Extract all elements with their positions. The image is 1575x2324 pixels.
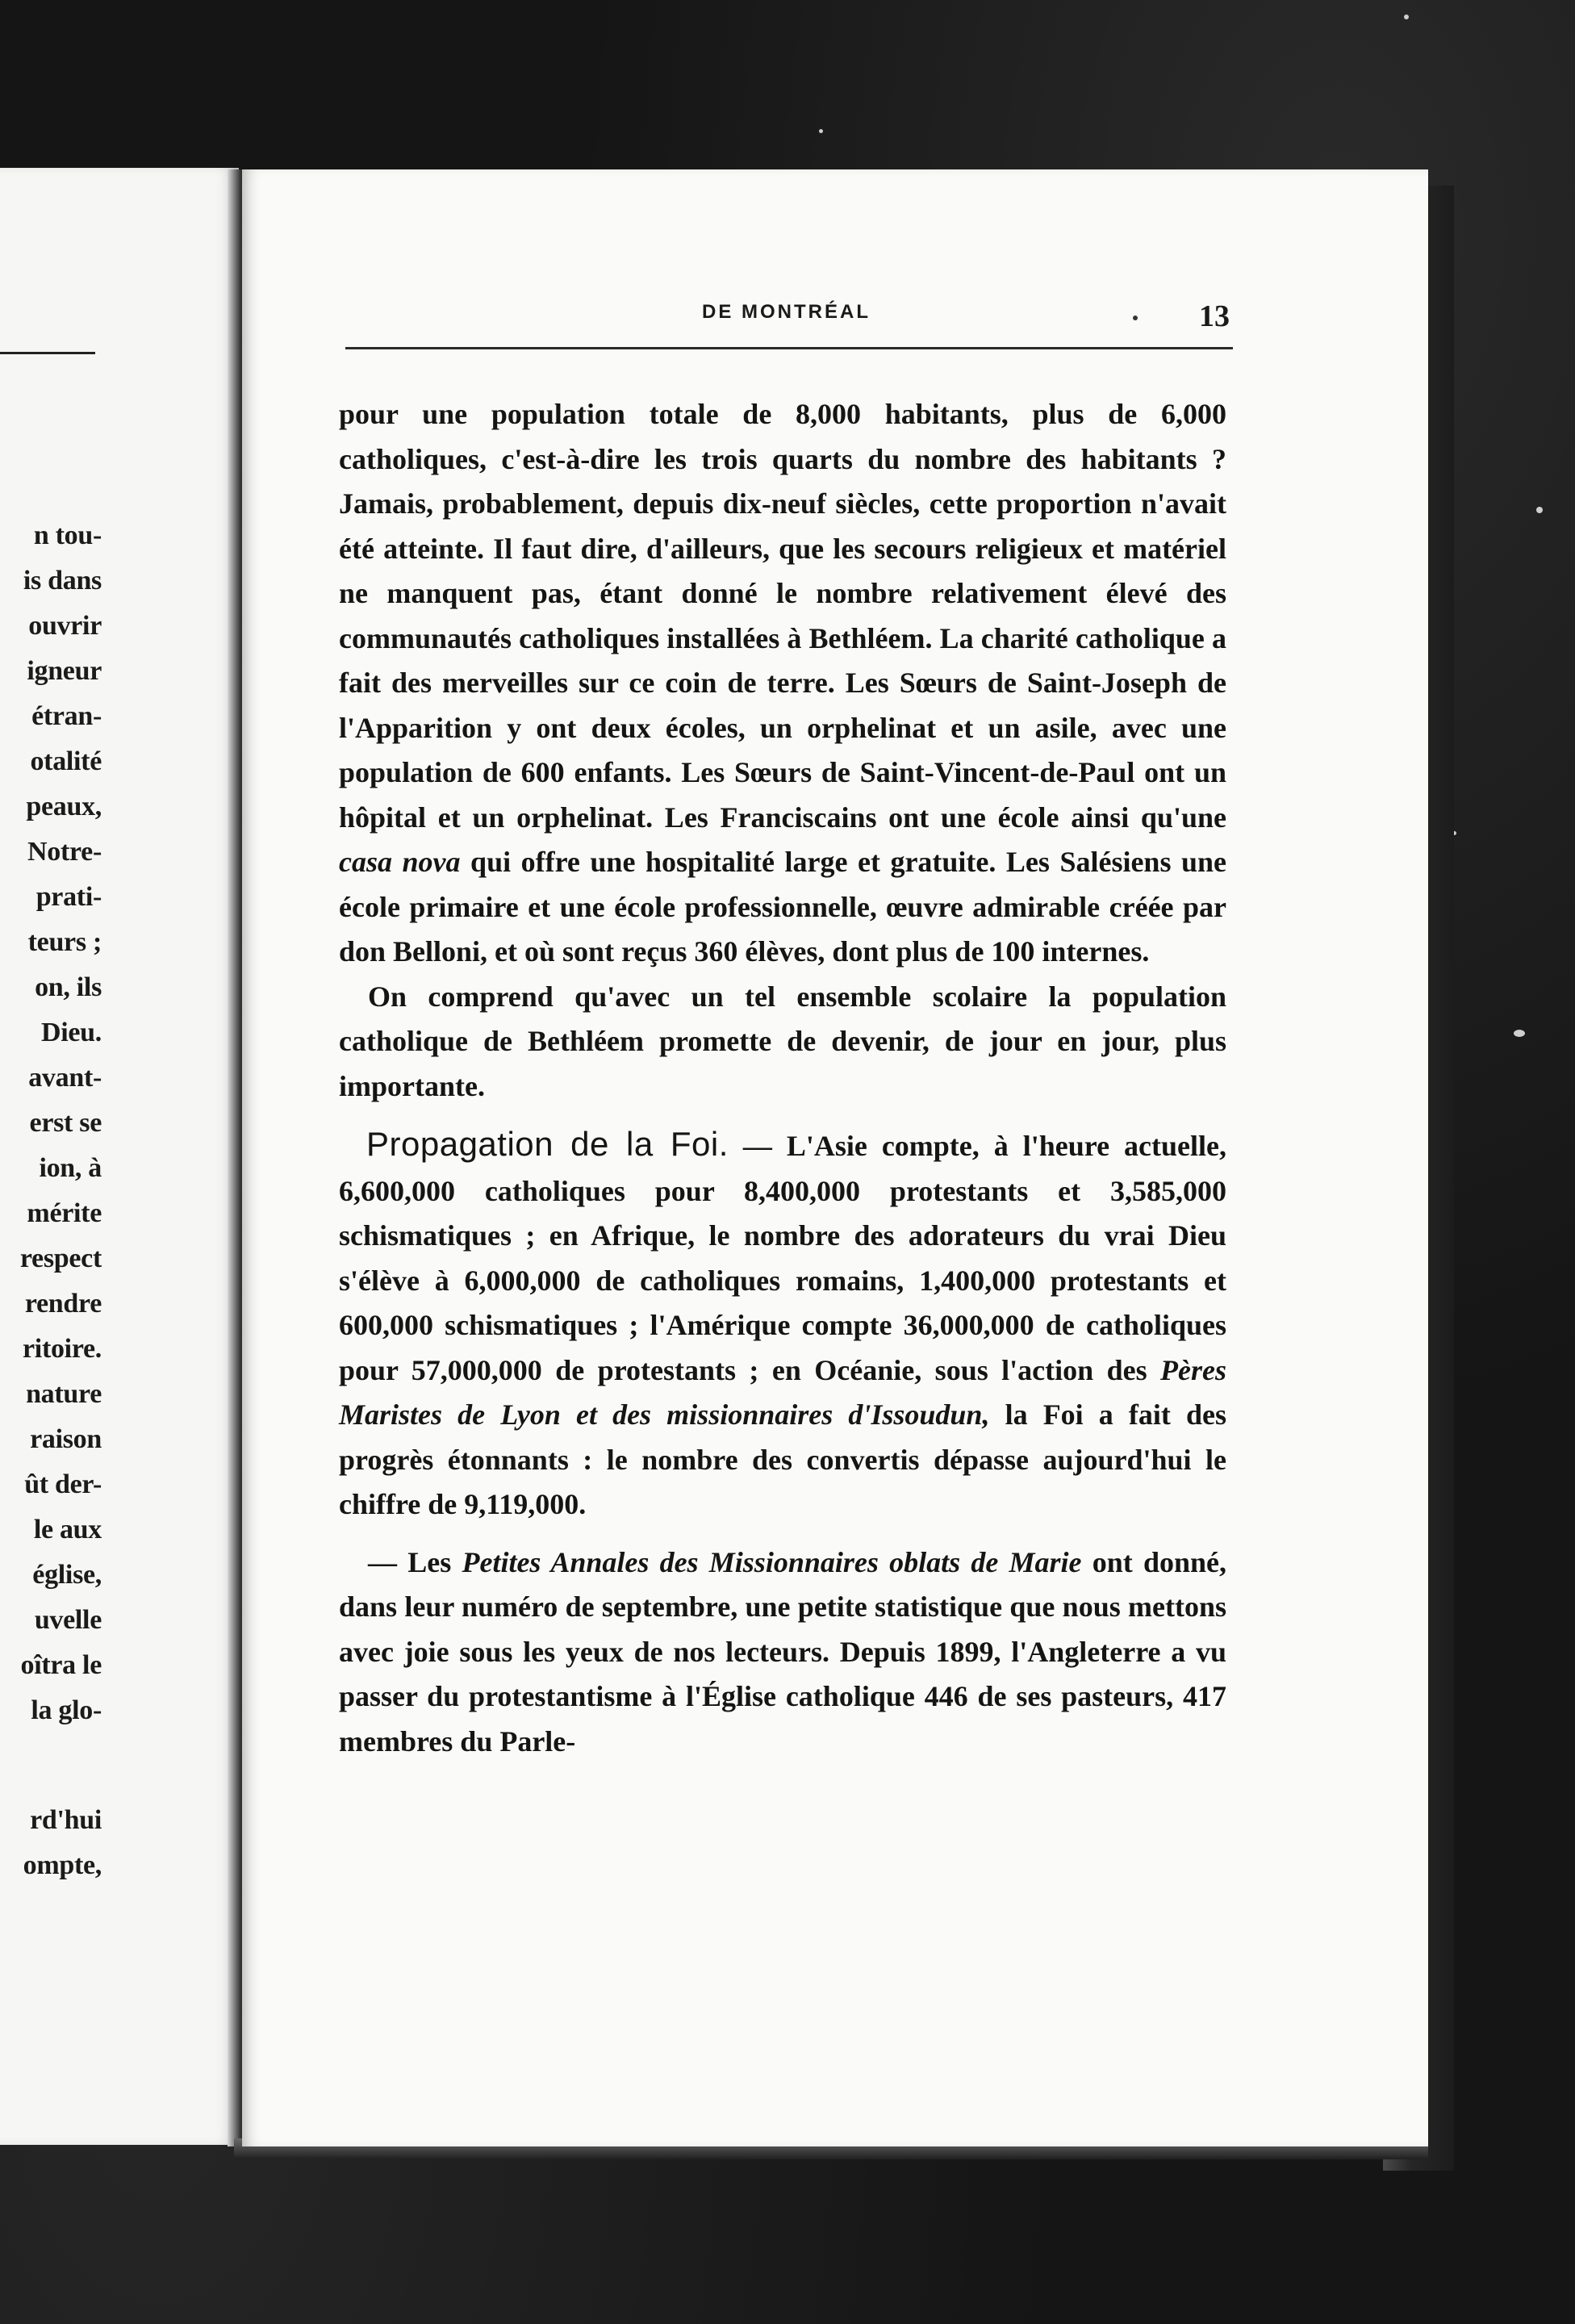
paragraph-text: pour une population totale de 8,000 habitants, plus de 6,000 catholiques, c'est-à-dire les trois quarts du nombre des habitants ? Jamais, probablement, depuis dix-neuf siècles, cette proportion n'avait été atteinte. Il faut dire, d'ailleurs, que les secours religieux et matériel ne manquent pas, étant donné le nombre relativement élevé des communautés catholiques installées à Bethléem. La charité catholique a fait des merveilles sur ce coin de terre. Les Sœurs de Saint-Joseph de l'Apparition y ont deux écoles, un orphelinat et un asile, avec une population de 600 enfants. Les Sœurs de Saint-Vincent-de-Paul ont un hôpital et un orphelinat. Les Franciscains ont une école ainsi qu'une (339, 398, 1226, 834)
text-line: mérite (27, 1198, 102, 1228)
paragraph-annales (339, 1540, 1226, 1765)
text-line: nature (26, 1379, 102, 1409)
paragraph-text: — Les (368, 1545, 452, 1578)
left-page-header-rule (0, 352, 95, 354)
text-line: peaux, (26, 792, 102, 821)
text-line: raison (30, 1424, 102, 1454)
dust-speck (1536, 507, 1543, 513)
italic-term: Petites Annales des Missionnaires oblats de Marie (462, 1545, 1082, 1578)
page-body (339, 392, 1226, 1764)
text-line: n tou- (33, 520, 102, 550)
paragraph-bethleem (339, 392, 1226, 975)
left-page-text (0, 513, 102, 1888)
text-line: teurs ; (27, 927, 102, 957)
text-line: la glo- (31, 1695, 102, 1725)
text-line: ompte, (23, 1850, 102, 1880)
page-number: 13 (1199, 299, 1230, 333)
text-line: prati- (36, 882, 102, 912)
running-head: DE MONTRÉAL (702, 301, 871, 323)
text-line: rd'hui (30, 1805, 102, 1835)
text-line: igneur (27, 656, 102, 686)
text-line: église, (32, 1560, 102, 1590)
paragraph-conclusion: On comprend qu'avec un tel ensemble scolaire la population catholique de Bethléem promette de devenir, de jour en jour, plus importante. (339, 980, 1226, 1102)
text-line: is dans (23, 566, 102, 596)
text-line: étran- (31, 701, 102, 731)
text-line: oîtra le (20, 1650, 102, 1680)
text-line: ût der- (24, 1469, 102, 1499)
text-line: rendre (24, 1289, 102, 1319)
text-line: avant- (28, 1063, 102, 1093)
paragraph-propagation (339, 1122, 1226, 1528)
text-line: uvelle (34, 1605, 102, 1635)
dust-speck (1404, 15, 1409, 19)
text-line: ion, à (39, 1153, 102, 1183)
text-line: ritoire. (23, 1334, 102, 1364)
text-line: respect (19, 1244, 102, 1273)
header-dot (1133, 316, 1138, 320)
text-line: erst se (29, 1108, 102, 1138)
text-line: otalité (30, 746, 102, 776)
text-line: Dieu. (40, 1018, 102, 1047)
paragraph-text: qui offre une hospitalité large et gratuite. Les Salésiens une école primaire et une école professionnelle, œuvre admirable créée par don Belloni, et où sont reçus 360 élèves, dont plus de 100 internes. (339, 846, 1227, 968)
paragraph-text: la Foi a fait des progrès étonnants : le nombre des convertis dépasse aujourd'hui le chiffre de 9,119,000. (339, 1398, 1227, 1520)
dust-speck (819, 129, 823, 133)
text-line: le aux (33, 1515, 102, 1544)
text-line: Notre- (27, 837, 102, 867)
dust-speck (1514, 1030, 1525, 1037)
text-line: ouvrir (28, 611, 102, 641)
italic-term: casa nova (339, 846, 461, 878)
section-title: Propagation de la Foi. (366, 1125, 729, 1163)
header-rule (345, 347, 1233, 349)
italic-term: Pères Maristes de Lyon et des missionnaires d'Issoudun, (339, 1353, 1227, 1431)
text-line: on, ils (35, 972, 102, 1002)
paragraph-text: ont donné, dans leur numéro de septembre, une petite statistique que nous mettons avec joie sous les yeux de nos lecteurs. Depuis 1899, l'Angleterre a vu passer du protestantisme à l'Église catholique 446 de ses pasteurs, 417 membres du Parle- (339, 1545, 1227, 1758)
paragraph-text: — L'Asie compte, à l'heure actuelle, 6,600,000 catholiques pour 8,400,000 protestants et 3,585,000 schismatiques ; en Afrique, le nombre des adorateurs du vrai Dieu s'élève à 6,000,000 de catholiques romains, 1,400,000 protestants et 600,000 schismatiques ; l'Amérique compte 36,000,000 de catholiques pour 57,000,000 de protestants ; en Océanie, sous l'action des (339, 1130, 1226, 1386)
